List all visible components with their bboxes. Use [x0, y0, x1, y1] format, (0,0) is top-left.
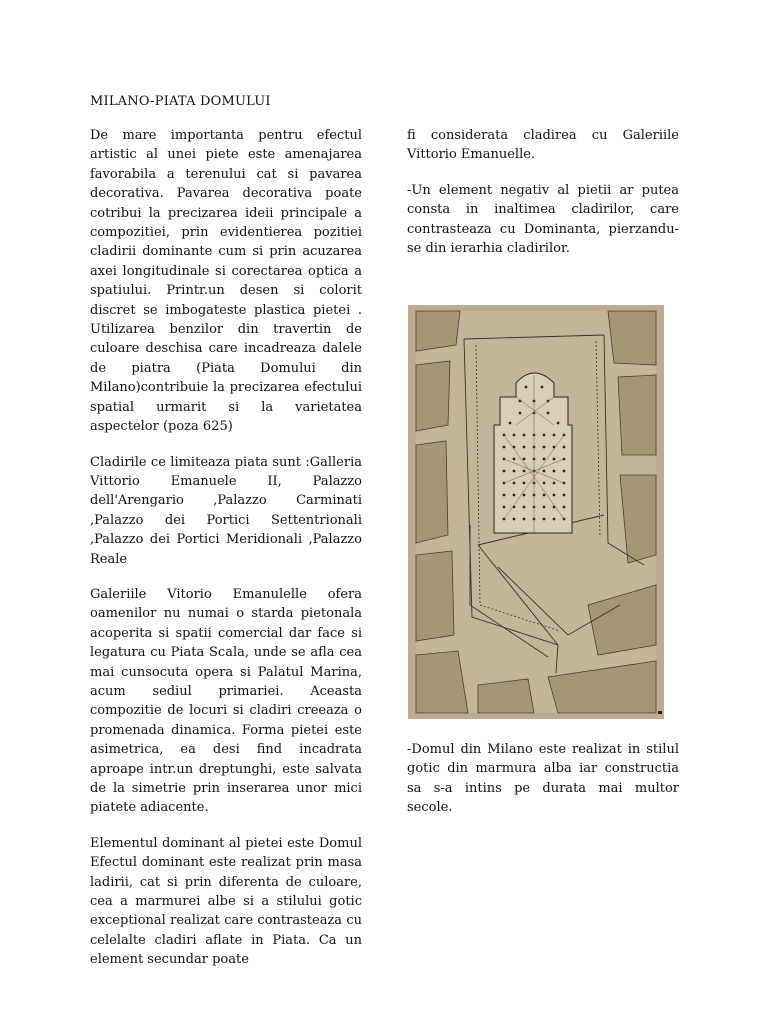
paragraph-dominant: Elementul dominant al pietei este Domul Efectul dominant este realizat prin masa ladirii, cat si prin diferenta de culoare, cea a marmurei albe si a stilului gotic exceptional realizat care contrasteaza cu celelalte cladiri aflate in Piata. Ca un element secundar poate	[90, 835, 362, 968]
cathedral-plan-image	[408, 305, 664, 719]
paragraph-buildings: Cladirile ce limiteaza piata sunt :Galleria Vittorio Emanuele II, Palazzo dell'Arengario ,Palazzo Carminati ,Palazzo dei Portici Settentrionali ,Palazzo dei Portici Meridionali ,Palazzo Reale	[90, 454, 362, 567]
paragraph-galleries: Galeriile Vitorio Emanulelle ofera oamenilor nu numai o starda pietonala acoperita si spatii comercial dar face si legatura cu Piata Scala, unde se afla cea mai cunsocuta opera si Palatul Marina, acum sediul primariei. Aceasta compozitie de locuri si cladiri creeaza o promenada dinamica. Forma pietei este asimetrica, ea desi find incadrata aproape intr.un dreptunghi, este salvata de la simetrie prin inserarea unor mici piatete adiacente.	[90, 586, 362, 816]
page-title: MILANO-PIATA DOMULUI	[90, 94, 271, 109]
paragraph-secondary: fi considerata cladirea cu Galeriile Vittorio Emanuelle.	[407, 128, 679, 163]
plan-drawing	[408, 305, 664, 719]
figure-caption: -Domul din Milano este realizat in stilul gotic din marmura alba iar constructia sa s-a intins pe durata mai multor secole.	[407, 742, 679, 816]
right-column	[407, 126, 679, 274]
paragraph-pavement: De mare importanta pentru efectul artistic al unei piete este amenajarea favorabila a terenului cat si pavarea decorativa. Pavarea decorativa poate cotribui la precizarea ideii principale a compozitiei, prin evidentierea pozitiei cladirii dominante cum si prin acuzarea axei longitudinale si corectarea optica a spatiului. Printr.un desen si colorit discret se imbogateste plastica pietei . Utilizarea benzilor din travertin de culoare deschisa care incadreaza dalele de piatra (Piata Domului din Milano)contribuie la precizarea efectului spatial urmarit si la varietatea aspectelor (poza 625)	[90, 128, 362, 435]
left-column	[90, 126, 362, 986]
paragraph-negative: -Un element negativ al pietii ar putea consta in inaltimea cladirilor, care contrasteaza cu Dominanta, pierzandu-se din ierarhia cladirilor.	[407, 182, 679, 257]
